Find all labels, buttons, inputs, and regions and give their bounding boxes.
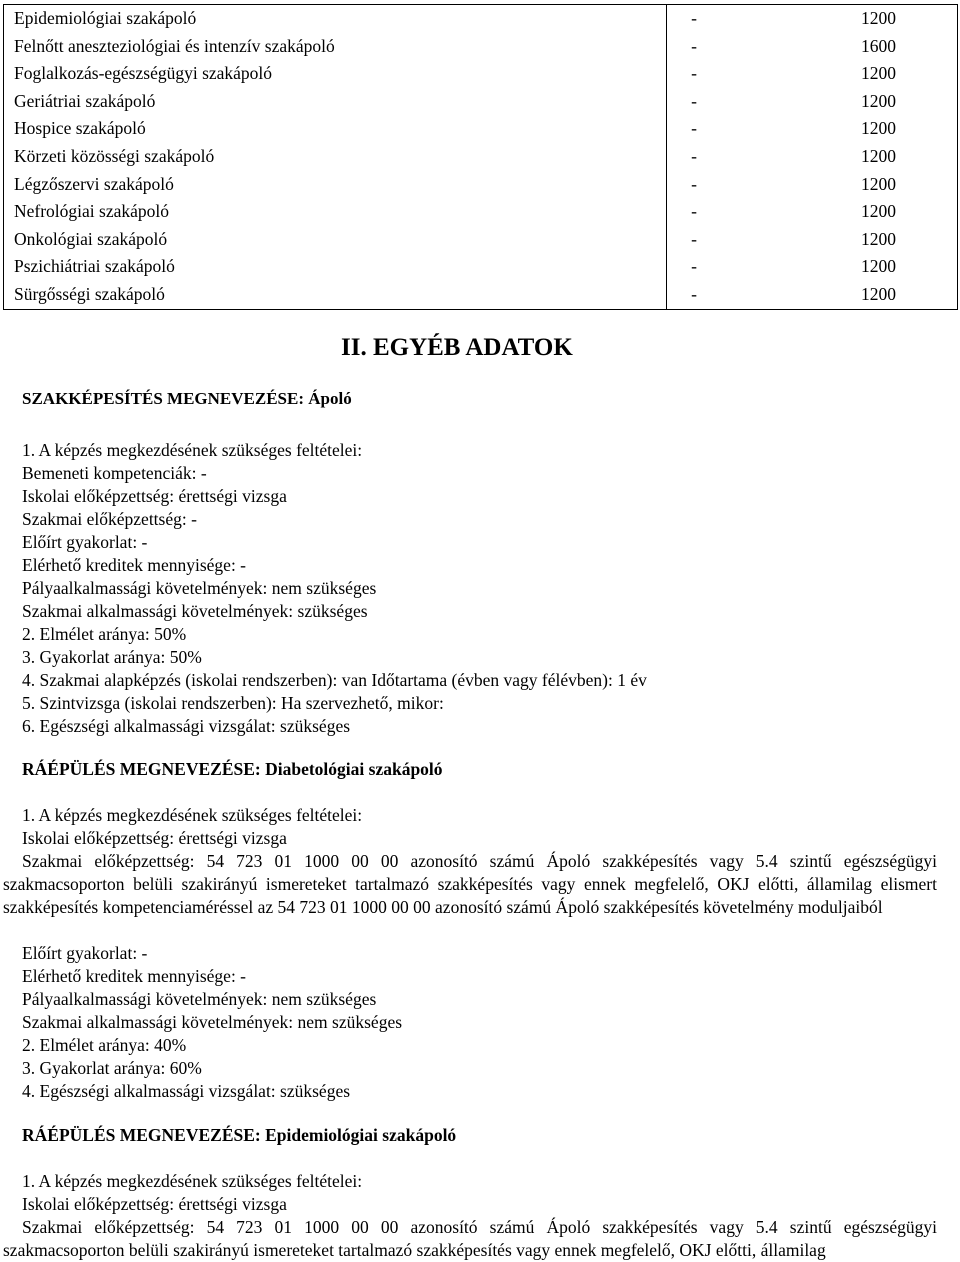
hours-cell: 1600 — [721, 33, 958, 61]
specialization-name: Nefrológiai szakápoló — [4, 198, 667, 226]
dash-cell: - — [691, 35, 697, 56]
requirement-line: 1. A képzés megkezdésének szükséges feltételei: — [22, 805, 363, 825]
requirement-line: 2. Elmélet aránya: 50% — [22, 624, 187, 644]
requirement-line: Szakmai alkalmassági követelmények: nem szükséges — [22, 1012, 403, 1032]
table-row — [4, 60, 958, 88]
table-row — [4, 198, 958, 226]
hours-cell: 1200 — [721, 115, 958, 143]
specialization-name: Geriátriai szakápoló — [4, 88, 667, 116]
requirement-line: 1. A képzés megkezdésének szükséges feltételei: — [22, 440, 363, 460]
requirement-line: Iskolai előképzettség: érettségi vizsga — [22, 828, 287, 848]
table-row — [4, 33, 958, 61]
table-row — [4, 5, 958, 33]
requirement-line: Szakmai alkalmassági követelmények: szükséges — [22, 601, 368, 621]
dash-cell: - — [691, 90, 697, 111]
table-row — [4, 253, 958, 281]
specialization-name: Hospice szakápoló — [4, 115, 667, 143]
specialization-name: Foglalkozás-egészségügyi szakápoló — [4, 60, 667, 88]
requirement-line: Pályaalkalmassági követelmények: nem szükséges — [22, 989, 377, 1009]
dash-cell: - — [691, 173, 697, 194]
table-row — [4, 115, 958, 143]
hours-cell: 1200 — [721, 143, 958, 171]
section-title-diabetology: RÁÉPÜLÉS MEGNEVEZÉSE: Diabetológiai szakápoló — [22, 759, 443, 779]
requirement-line: Elérhető kreditek mennyisége: - — [22, 966, 247, 986]
specialization-name: Sürgősségi szakápoló — [4, 281, 667, 309]
hours-cell: 1200 — [721, 253, 958, 281]
requirement-line: 3. Gyakorlat aránya: 60% — [22, 1058, 202, 1078]
requirements-block-1 — [22, 439, 647, 738]
requirements-block-2-paragraph — [3, 850, 937, 919]
hours-cell: 1200 — [721, 171, 958, 199]
hours-cell: 1200 — [721, 88, 958, 116]
dash-cell: - — [667, 281, 722, 309]
hours-cell: 1200 — [721, 60, 958, 88]
dash-cell: - — [691, 256, 697, 277]
paragraph-text: Szakmai előképzettség: 54 723 01 1000 00 00 azonosító számú Ápoló szakképesítés vagy 5.4 szintű egészségügyi szakmacsoporton belüli szakirányú ismereteket tartalmazó szakképesítés vagy ennek megfelelő, OKJ előtti, államilag — [3, 1217, 937, 1260]
dash-cell: - — [691, 228, 697, 249]
table-row — [4, 226, 958, 254]
table-row — [4, 281, 958, 309]
requirement-line: 3. Gyakorlat aránya: 50% — [22, 647, 202, 667]
specialization-name: Körzeti közösségi szakápoló — [4, 143, 667, 171]
paragraph-text: Szakmai előképzettség: 54 723 01 1000 00 00 azonosító számú Ápoló szakképesítés vagy 5.4 szintű egészségügyi szakmacsoporton belüli szakirányú ismereteket tartalmazó szakképesítés vagy ennek megfelelő, OKJ előtti, államilag elismert szakképesítés kompetenciaméréssel az 54 723 01 1000 00 00 azonosító számú Ápoló szakképesítés követelmény moduljaiból — [3, 851, 937, 917]
hours-cell: 1200 — [721, 198, 958, 226]
requirement-line: 4. Szakmai alapképzés (iskolai rendszerben): van Időtartama (évben vagy félévben): 1 év — [22, 670, 647, 690]
requirement-line: 6. Egészségi alkalmassági vizsgálat: szükséges — [22, 716, 351, 736]
requirement-line: 2. Elmélet aránya: 40% — [22, 1035, 187, 1055]
specialization-name: Felnőtt aneszteziológiai és intenzív szakápoló — [4, 33, 667, 61]
dash-cell: - — [691, 145, 697, 166]
section-title-epidemiology: RÁÉPÜLÉS MEGNEVEZÉSE: Epidemiológiai szakápoló — [22, 1125, 457, 1145]
requirements-block-2-top — [22, 804, 362, 850]
requirements-block-3-top — [22, 1170, 362, 1216]
dash-cell: - — [691, 201, 697, 222]
requirement-line: Iskolai előképzettség: érettségi vizsga — [22, 486, 287, 506]
dash-cell: - — [667, 5, 722, 33]
table-row — [4, 88, 958, 116]
specialization-table — [3, 4, 958, 310]
hours-cell: 1200 — [721, 226, 958, 254]
requirement-line: Elérhető kreditek mennyisége: - — [22, 555, 247, 575]
table-row — [4, 171, 958, 199]
specialization-name: Légzőszervi szakápoló — [4, 171, 667, 199]
requirement-line: Iskolai előképzettség: érettségi vizsga — [22, 1194, 287, 1214]
requirement-line: Pályaalkalmassági követelmények: nem szükséges — [22, 578, 377, 598]
dash-cell: - — [691, 63, 697, 84]
requirements-block-3-paragraph — [3, 1216, 937, 1262]
dash-cell: - — [691, 118, 697, 139]
requirement-line: Előírt gyakorlat: - — [22, 532, 148, 552]
specialization-name: Epidemiológiai szakápoló — [4, 5, 667, 33]
requirement-line: Előírt gyakorlat: - — [22, 943, 148, 963]
requirement-line: 4. Egészségi alkalmassági vizsgálat: szükséges — [22, 1081, 351, 1101]
requirement-line: Bemeneti kompetenciák: - — [22, 463, 207, 483]
section-heading: II. EGYÉB ADATOK — [341, 334, 573, 361]
qualification-title: SZAKKÉPESÍTÉS MEGNEVEZÉSE: Ápoló — [22, 389, 352, 408]
requirements-block-2-bottom — [22, 942, 402, 1103]
requirement-line: Szakmai előképzettség: - — [22, 509, 197, 529]
specialization-name: Onkológiai szakápoló — [4, 226, 667, 254]
table-row — [4, 143, 958, 171]
requirement-line: 5. Szintvizsga (iskolai rendszerben): Ha szervezhető, mikor: — [22, 693, 444, 713]
specialization-name: Pszichiátriai szakápoló — [4, 253, 667, 281]
hours-cell: 1200 — [721, 5, 958, 33]
hours-cell: 1200 — [721, 281, 958, 309]
requirement-line: 1. A képzés megkezdésének szükséges feltételei: — [22, 1171, 363, 1191]
